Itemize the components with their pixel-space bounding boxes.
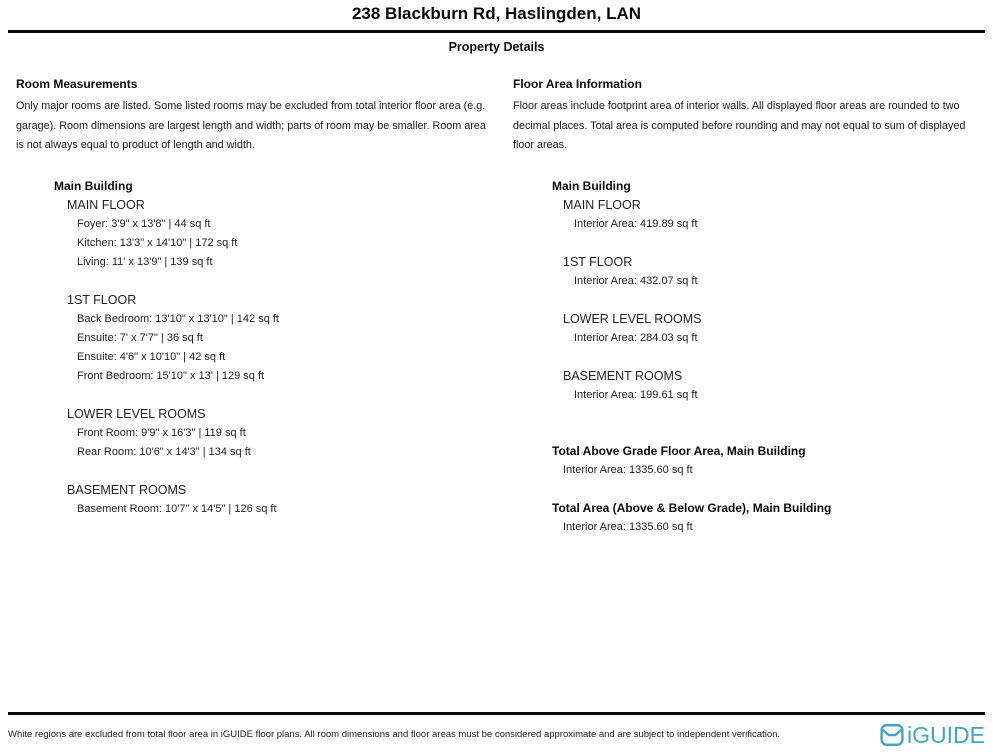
building-name: Main Building xyxy=(552,178,631,193)
footer-disclaimer: White regions are excluded from total floor area in iGUIDE floor plans. All room dimensions and floor areas must be considered approximate and are subject to independent verification. xyxy=(8,729,781,740)
floor-name: 1ST FLOOR xyxy=(563,254,633,269)
floor-area-information-description: Floor areas include footprint area of interior walls. All displayed floor areas are rounded to two decimal places. Total area is computed before rounding and may not equal to sum of displayed floor areas. xyxy=(513,100,966,151)
interior-area-line: Interior Area: 199.61 sq ft xyxy=(574,388,698,401)
floor-area-basement-rooms xyxy=(563,367,989,405)
room-measurement-line: Back Bedroom: 13'10" x 13'10" | 142 sq ft xyxy=(77,312,279,325)
iguide-logo xyxy=(879,722,985,748)
interior-area-line: Interior Area: 284.03 sq ft xyxy=(574,331,698,344)
floor-name: LOWER LEVEL ROOMS xyxy=(563,311,702,326)
room-measurements-heading: Room Measurements xyxy=(16,77,138,91)
title-divider xyxy=(8,30,985,33)
total-above-grade xyxy=(552,442,989,480)
floor-name: BASEMENT ROOMS xyxy=(563,368,683,383)
floor-area-1st-floor xyxy=(563,253,989,291)
interior-area-line: Interior Area: 419.89 sq ft xyxy=(574,217,698,230)
floor-area-lower-level-rooms xyxy=(563,310,989,348)
floor-area-main-floor xyxy=(563,196,989,234)
interior-area-line: Interior Area: 1335.60 sq ft xyxy=(563,463,693,476)
room-measurements-description: Only major rooms are listed. Some listed rooms may be excluded from total interior floor area (e.g. garage). Room dimensions are largest length and width; parts of room may be smaller. Room area is not always equal to product of length and width. xyxy=(16,100,486,151)
iguide-camera-icon xyxy=(879,722,905,748)
room-measurement-line: Rear Room: 10'6" x 14'3" | 134 sq ft xyxy=(77,445,251,458)
total-name: Total Above Grade Floor Area, Main Building xyxy=(552,443,806,458)
total-above-below-grade xyxy=(552,499,989,537)
floor-area-information-section xyxy=(513,77,993,556)
page-title: 238 Blackburn Rd, Haslingden, LAN xyxy=(351,4,642,23)
room-measurements-section xyxy=(16,77,513,556)
total-name: Total Area (Above & Below Grade), Main Building xyxy=(552,500,832,515)
totals-section xyxy=(552,442,989,537)
footer-row xyxy=(0,715,993,753)
room-measurement-line: Front Bedroom: 15'10" x 13' | 129 sq ft xyxy=(77,369,265,382)
interior-area-line: Interior Area: 1335.60 sq ft xyxy=(563,520,693,533)
iguide-logo-text: iGUIDE xyxy=(907,722,985,748)
room-measurement-line: Basement Room: 10'7" x 14'5" | 126 sq ft xyxy=(77,502,277,515)
building-name: Main Building xyxy=(54,178,133,193)
page-footer xyxy=(0,712,993,754)
room-measurement-line: Living: 11' x 13'9" | 139 sq ft xyxy=(77,255,213,268)
room-measurement-line: Foyer: 3'9" x 13'8" | 44 sq ft xyxy=(77,217,211,230)
floor-basement-rooms xyxy=(67,481,513,519)
floor-name: BASEMENT ROOMS xyxy=(67,482,187,497)
floor-area-information-heading: Floor Area Information xyxy=(513,77,642,91)
page-subtitle: Property Details xyxy=(448,40,545,54)
room-measurement-line: Kitchen: 13'3" x 14'10" | 172 sq ft xyxy=(77,236,238,249)
content-columns xyxy=(0,77,993,556)
floor-name: LOWER LEVEL ROOMS xyxy=(67,406,206,421)
room-measurement-line: Ensuite: 4'6" x 10'10" | 42 sq ft xyxy=(77,350,226,363)
floor-lower-level-rooms xyxy=(67,405,513,462)
floor-1st-floor xyxy=(67,291,513,386)
interior-area-line: Interior Area: 432.07 sq ft xyxy=(574,274,698,287)
room-measurement-line: Ensuite: 7' x 7'7" | 36 sq ft xyxy=(77,331,203,344)
floor-main-floor xyxy=(67,196,513,272)
floor-name: MAIN FLOOR xyxy=(67,197,145,212)
room-measurement-line: Front Room: 9'9" x 16'3" | 119 sq ft xyxy=(77,426,246,439)
floor-name: 1ST FLOOR xyxy=(67,292,137,307)
floor-name: MAIN FLOOR xyxy=(563,197,641,212)
